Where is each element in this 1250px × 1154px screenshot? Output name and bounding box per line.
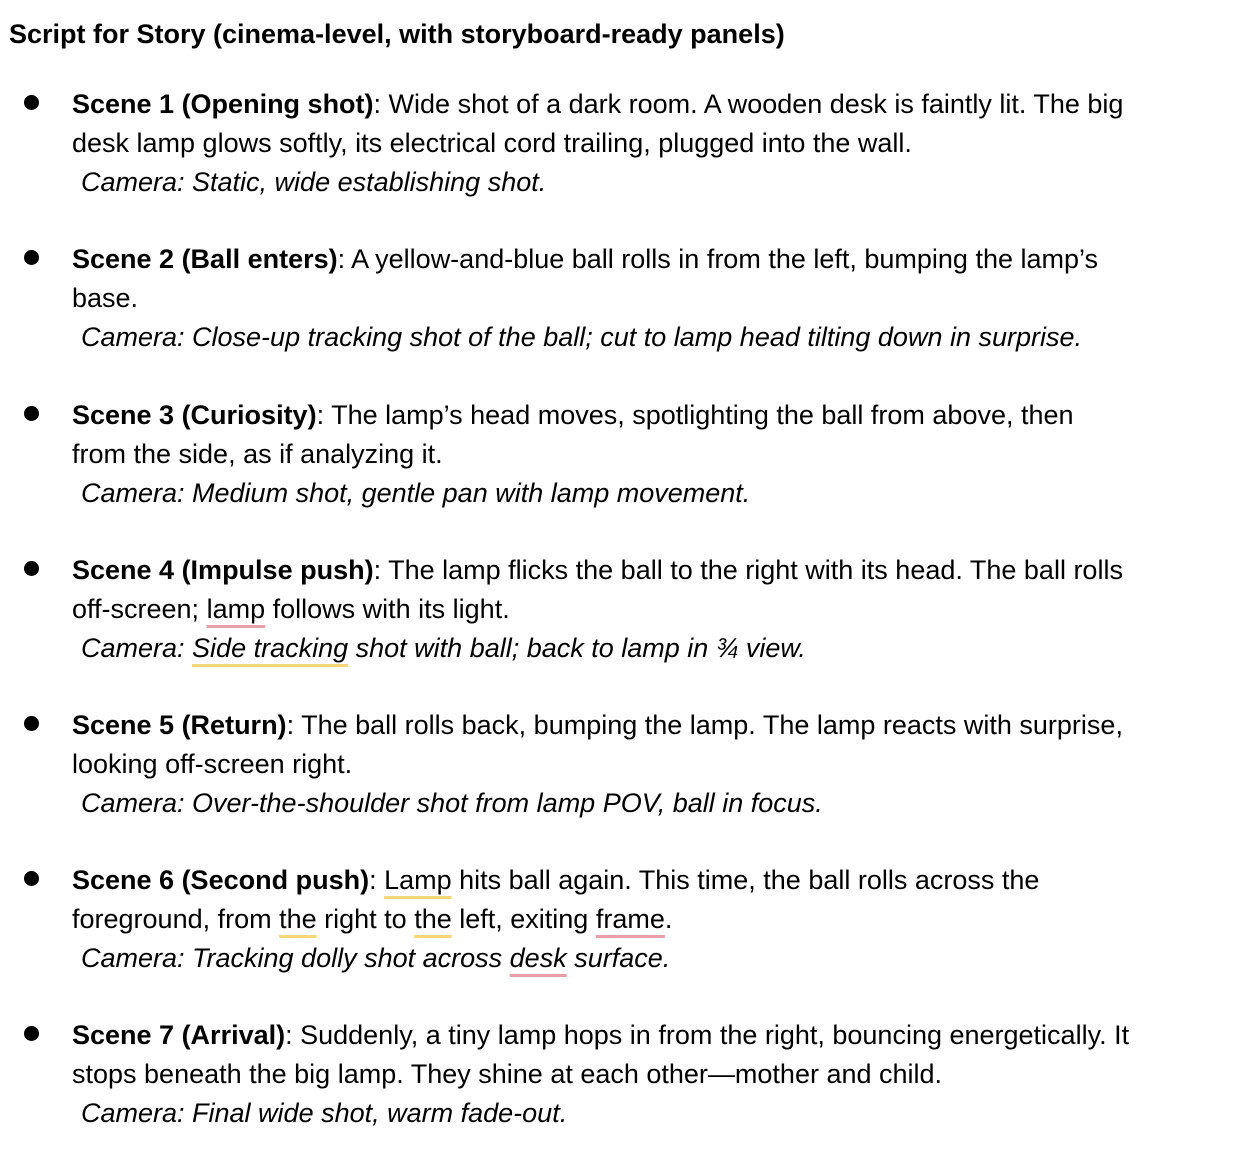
spelling-flag-word[interactable]: frame bbox=[595, 904, 665, 934]
scene-line bbox=[72, 590, 510, 629]
grammar-flag-word[interactable]: Lamp bbox=[384, 865, 452, 895]
bullet-icon bbox=[24, 250, 39, 265]
bullet-icon bbox=[24, 871, 39, 886]
camera-note: Camera: Over-the-shoulder shot from lamp POV, ball in focus. bbox=[81, 788, 823, 818]
scene-heading: Scene 6 (Second push) bbox=[72, 865, 370, 895]
camera-text: Camera: Tracking dolly shot across bbox=[81, 943, 510, 973]
scene-heading: Scene 4 (Impulse push) bbox=[72, 555, 374, 585]
scene-line bbox=[72, 1016, 1129, 1055]
scene-text: : A yellow-and-blue ball rolls in from the left, bumping the lamp’s bbox=[337, 244, 1099, 274]
camera-note: Camera: Static, wide establishing shot. bbox=[81, 167, 547, 197]
spelling-flag-word[interactable]: lamp bbox=[206, 594, 266, 624]
camera-note bbox=[81, 939, 670, 978]
scene-text: off-screen; bbox=[72, 594, 207, 624]
scene-text: : The lamp’s head moves, spotlighting the ball from above, then bbox=[316, 400, 1074, 430]
camera-note: Camera: Final wide shot, warm fade-out. bbox=[81, 1098, 568, 1128]
camera-note bbox=[81, 629, 806, 668]
scene-line bbox=[72, 551, 1123, 590]
scene-text: : The lamp flicks the ball to the right with its head. The ball rolls bbox=[373, 555, 1123, 585]
camera-note: Camera: Close-up tracking shot of the ball; cut to lamp head tilting down in surprise. bbox=[81, 322, 1083, 352]
scene-text: left, exiting bbox=[451, 904, 596, 934]
scene-text: : The ball rolls back, bumping the lamp. The lamp reacts with surprise, bbox=[286, 710, 1123, 740]
scene-line bbox=[72, 85, 1123, 124]
bullet-icon bbox=[24, 716, 39, 731]
scene-heading: Scene 5 (Return) bbox=[72, 710, 287, 740]
scene-line bbox=[72, 706, 1123, 745]
scene-text: foreground, from bbox=[72, 904, 280, 934]
scene-line bbox=[72, 240, 1098, 279]
camera-text: shot with ball; back to lamp in ¾ view. bbox=[348, 633, 806, 663]
bullet-icon bbox=[24, 406, 39, 421]
scene-line bbox=[72, 900, 672, 939]
document-title: Script for Story (cinema-level, with storyboard-ready panels) bbox=[9, 19, 785, 49]
scene-text: stops beneath the big lamp. They shine at each other—mother and child. bbox=[72, 1059, 943, 1089]
scene-text: base. bbox=[72, 283, 139, 313]
scene-line bbox=[72, 396, 1074, 435]
scene-heading: Scene 2 (Ball enters) bbox=[72, 244, 338, 274]
scene-text: follows with its light. bbox=[265, 594, 510, 624]
bullet-icon bbox=[24, 561, 39, 576]
scene-text: : Suddenly, a tiny lamp hops in from the right, bouncing energetically. It bbox=[285, 1020, 1130, 1050]
scene-text: . bbox=[664, 904, 673, 934]
scene-text: from the side, as if analyzing it. bbox=[72, 439, 443, 469]
scene-text: desk lamp glows softly, its electrical cord trailing, plugged into the wall. bbox=[72, 128, 912, 158]
scene-heading: Scene 7 (Arrival) bbox=[72, 1020, 286, 1050]
camera-note: Camera: Medium shot, gentle pan with lamp movement. bbox=[81, 478, 751, 508]
scene-text: : Wide shot of a dark room. A wooden desk is faintly lit. The big bbox=[373, 89, 1124, 119]
scene-heading: Scene 3 (Curiosity) bbox=[72, 400, 317, 430]
scene-text: hits ball again. This time, the ball rolls across the bbox=[451, 865, 1040, 895]
grammar-flag-word[interactable]: the bbox=[279, 904, 317, 934]
scene-text: looking off-screen right. bbox=[72, 749, 353, 779]
bullet-icon bbox=[24, 95, 39, 110]
camera-text: Camera: bbox=[81, 633, 193, 663]
grammar-flag-word[interactable]: the bbox=[414, 904, 452, 934]
scene-heading: Scene 1 (Opening shot) bbox=[72, 89, 374, 119]
spelling-flag-word[interactable]: desk bbox=[509, 943, 567, 973]
scene-line bbox=[72, 861, 1039, 900]
scene-text: right to bbox=[316, 904, 415, 934]
scene-text: : bbox=[369, 865, 385, 895]
camera-text: surface. bbox=[566, 943, 671, 973]
bullet-icon bbox=[24, 1026, 39, 1041]
grammar-flag-phrase[interactable]: Side tracking bbox=[192, 633, 349, 663]
